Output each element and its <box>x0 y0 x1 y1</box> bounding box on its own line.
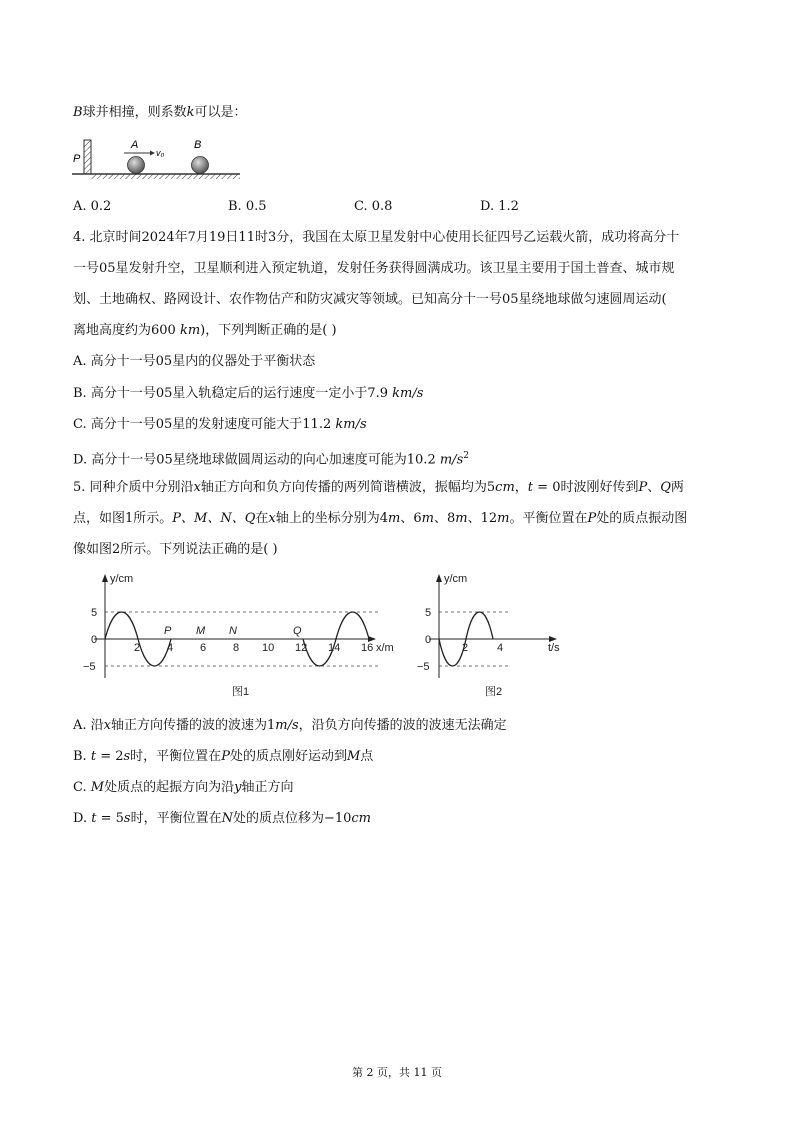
q5-option-c[interactable]: C. M处质点的起振方向为沿y轴正方向 <box>73 780 294 795</box>
fig1-label-n: N <box>229 625 237 637</box>
q5-option-d[interactable]: D. t = 5s时，平衡位置在N处的质点位移为−10cm <box>73 811 372 826</box>
velocity-arrowhead <box>150 151 155 156</box>
q4-stem-line1: 4. 北京时间2024年7月19日11时3分，我国在太原卫星发射中心使用长征四号乙运载火箭，成功将高分十 <box>73 230 680 245</box>
q4-option-b[interactable]: B. 高分十一号05星入轨稳定后的运行速度一定小于7.9 km/s <box>73 386 424 401</box>
fig2-xtick-4: 4 <box>497 642 504 654</box>
q4-stem-line3: 划、土地确权、路网设计、农作物估产和防灾减灾等领域。已知高分十一号05星绕地球做匀速圆周运动( <box>73 292 667 307</box>
wall-label: P <box>73 153 81 165</box>
fig1-y-arrowhead <box>102 574 108 582</box>
fig1-xtick-16: 16 <box>361 642 374 654</box>
fig1-ytick-neg5: −5 <box>83 661 96 673</box>
ball-a-label: A <box>131 139 139 151</box>
fig2-caption: 图2 <box>485 686 503 698</box>
q5-stem-line1: 5. 同种介质中分别沿x轴正方向和负方向传播的两列简谐横波，振幅均为5cm，t = 0时波刚好传到P、Q两 <box>73 480 684 495</box>
fig1-caption: 图1 <box>232 686 250 698</box>
fig1-ytick-0: 0 <box>91 634 98 646</box>
ball-b <box>192 157 209 174</box>
ground-hatch <box>91 174 240 179</box>
figure-2 <box>415 570 585 705</box>
q5-option-b[interactable]: B. t = 2s时，平衡位置在P处的质点刚好运动到M点 <box>73 749 374 764</box>
q5-stem-line3: 像如图2所示。下列说法正确的是( ) <box>73 542 278 557</box>
q4-option-a[interactable]: A. 高分十一号05星内的仪器处于平衡状态 <box>73 354 316 369</box>
wall <box>84 140 91 174</box>
q4-option-d[interactable]: D. 高分十一号05星绕地球做圆周运动的向心加速度可能为10.2 $m/s^2$ <box>73 451 469 468</box>
fig2-y-unit: y/cm <box>444 573 468 585</box>
fig2-ytick-5: 5 <box>425 607 432 619</box>
q4-option-c[interactable]: C. 高分十一号05星的发射速度可能大于11.2 km/s <box>73 417 367 432</box>
fig2-y-arrowhead <box>436 574 442 582</box>
fig1-ytick-5: 5 <box>91 607 98 619</box>
figure-1 <box>80 570 410 705</box>
fig1-x-unit: x/m <box>376 642 394 654</box>
fig2-x-unit: t/s <box>548 642 560 654</box>
velocity-label: v₀ <box>156 148 165 158</box>
ball-a <box>128 157 145 174</box>
q3-option-b[interactable]: B. 0.5 <box>228 199 267 214</box>
fig1-xtick-8: 8 <box>233 642 240 654</box>
q3-figure <box>70 138 250 184</box>
fig1-label-p: P <box>164 625 172 637</box>
fig1-xtick-4: 4 <box>167 642 174 654</box>
fig1-xtick-14: 14 <box>328 642 341 654</box>
page-footer: 第 2 页，共 11 页 <box>352 1066 442 1079</box>
q5-stem-line2: 点，如图1所示。P、M、N、Q在x轴上的坐标分别为4m、6m、8m、12m。平衡位置在P处的质点振动图 <box>73 511 688 526</box>
q3-option-a[interactable]: A. 0.2 <box>73 199 112 214</box>
fig2-xtick-2: 2 <box>462 642 469 654</box>
fig1-label-m: M <box>196 625 206 637</box>
q3-option-c[interactable]: C. 0.8 <box>354 199 393 214</box>
fig2-ytick-neg5: −5 <box>417 661 430 673</box>
fig1-y-unit: y/cm <box>110 573 134 585</box>
q3-option-d[interactable]: D. 1.2 <box>480 199 519 214</box>
q3-stem: B球并相撞，则系数k可以是： <box>73 105 247 120</box>
fig1-label-q: Q <box>293 625 302 637</box>
fig1-xtick-2: 2 <box>134 642 141 654</box>
fig1-xtick-12: 12 <box>295 642 308 654</box>
ball-b-label: B <box>194 139 202 151</box>
fig2-ytick-0: 0 <box>425 634 432 646</box>
q5-option-a[interactable]: A. 沿x轴正方向传播的波的波速为1m/s，沿负方向传播的波的波速无法确定 <box>73 718 507 733</box>
q4-stem-line2: 一号05星发射升空，卫星顺利进入预定轨道，发射任务获得圆满成功。该卫星主要用于国土普查、城市规 <box>73 261 675 276</box>
fig1-xtick-10: 10 <box>262 642 275 654</box>
q4-stem-line4: 离地高度约为600 km)，下列判断正确的是( ) <box>73 323 337 338</box>
fig1-xtick-6: 6 <box>200 642 207 654</box>
